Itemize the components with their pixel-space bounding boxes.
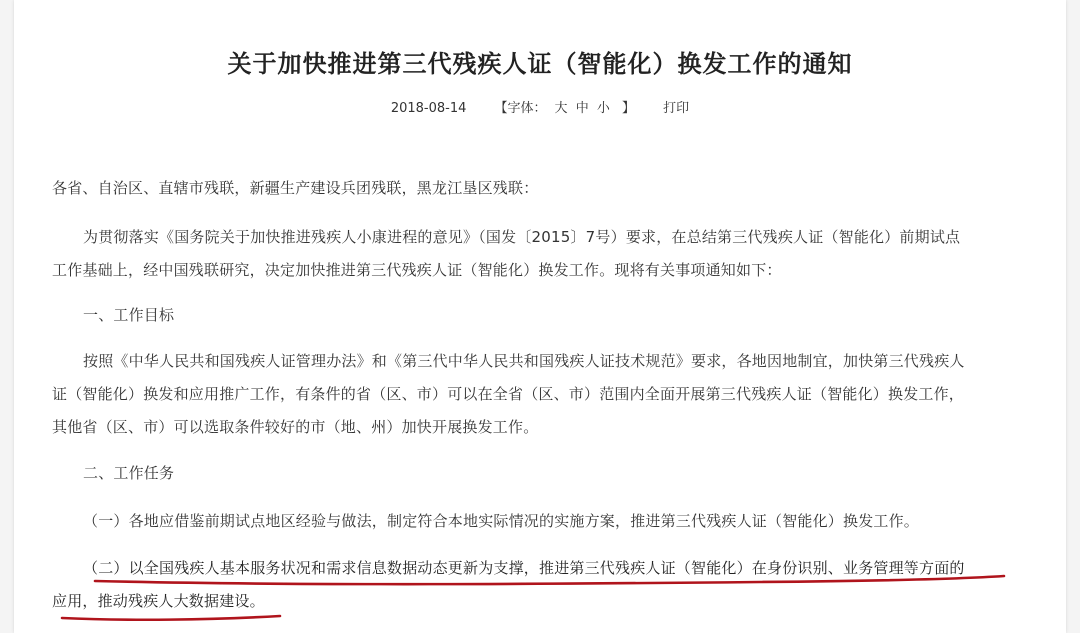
paragraph-2-line-2: 证（智能化）换发和应用推广工作，有条件的省（区、市）可以在全省（区、市）范围内全面开展第三代残疾人证（智能化）换发工作， xyxy=(52,385,965,403)
paragraph-1-line-1: 为贯彻落实《国务院关于加快推进残疾人小康进程的意见》（国发〔2015〕7号）要求，在总结第三代残疾人证（智能化）前期试点 xyxy=(83,228,961,246)
font-size-medium-button[interactable]: 中 xyxy=(575,101,589,116)
font-size-label: 【字体： xyxy=(494,101,547,116)
article-meta xyxy=(0,97,1080,116)
article-title: 关于加快推进第三代残疾人证（智能化）换发工作的通知 xyxy=(227,50,853,78)
greeting: 各省、自治区、直辖市残联，新疆生产建设兵团残联，黑龙江垦区残联： xyxy=(52,179,539,197)
task-2-line-1: （二）以全国残疾人基本服务状况和需求信息数据动态更新为支撑，推进第三代残疾人证（智能化）在身份识别、业务管理等方面的 xyxy=(83,559,965,577)
task-2-line-2: 应用，推动残疾人大数据建设。 xyxy=(52,592,265,610)
publish-date: 2018-08-14 xyxy=(390,101,467,116)
section-heading-tasks: 二、工作任务 xyxy=(83,464,175,482)
font-size-close: 】 xyxy=(622,101,636,116)
paragraph-2-line-1: 按照《中华人民共和国残疾人证管理办法》和《第三代中华人民共和国残疾人证技术规范》要求，各地因地制宜，加快第三代残疾人 xyxy=(83,352,965,370)
font-size-small-button[interactable]: 小 xyxy=(596,101,610,116)
section-heading-goals: 一、工作目标 xyxy=(83,306,175,324)
print-link[interactable]: 打印 xyxy=(663,101,690,116)
task-1: （一）各地应借鉴前期试点地区经验与做法，制定符合本地实际情况的实施方案，推进第三代残疾人证（智能化）换发工作。 xyxy=(83,512,920,530)
font-size-large-button[interactable]: 大 xyxy=(554,101,568,116)
paragraph-2-line-3: 其他省（区、市）可以选取条件较好的市（地、州）加快开展换发工作。 xyxy=(52,418,539,436)
paragraph-1-line-2: 工作基础上，经中国残联研究，决定加快推进第三代残疾人证（智能化）换发工作。现将有关事项通知如下： xyxy=(52,261,782,279)
